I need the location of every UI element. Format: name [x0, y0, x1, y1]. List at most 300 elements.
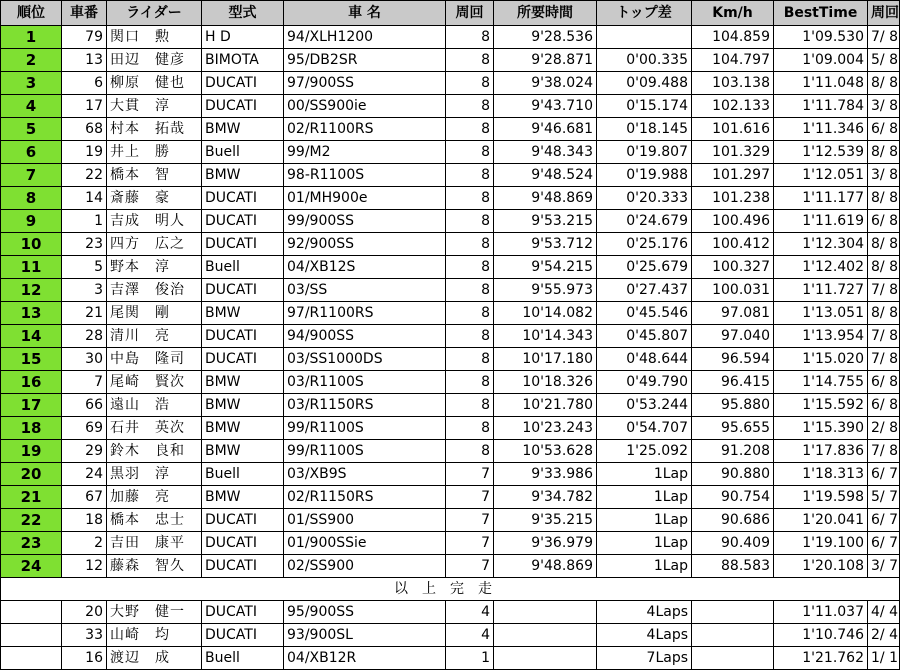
table-row: [1, 486, 900, 509]
rider-cell: 橋本 忠士: [107, 509, 202, 532]
position-cell: 2: [1, 49, 62, 72]
car-name-cell: 99/900SS: [284, 210, 446, 233]
laps-cell: 8: [446, 302, 494, 325]
number-cell: 5: [62, 256, 107, 279]
laps-cell: 8: [446, 279, 494, 302]
type-cell: DUCATI: [202, 95, 284, 118]
header-cell: 車番: [62, 1, 107, 26]
number-cell: 13: [62, 49, 107, 72]
car-name-cell: 93/900SL: [284, 624, 446, 647]
speed-cell: 100.327: [692, 256, 774, 279]
table-row: [1, 417, 900, 440]
laps-cell: 8: [446, 164, 494, 187]
time-cell: 9'33.986: [494, 463, 597, 486]
number-cell: 29: [62, 440, 107, 463]
number-cell: 23: [62, 233, 107, 256]
position-cell: 14: [1, 325, 62, 348]
gap-cell: 0'15.174: [597, 95, 692, 118]
header-cell: 周回: [446, 1, 494, 26]
number-cell: 6: [62, 72, 107, 95]
time-cell: 10'14.082: [494, 302, 597, 325]
type-cell: Buell: [202, 647, 284, 670]
number-cell: 7: [62, 371, 107, 394]
laps-cell: 8: [446, 325, 494, 348]
speed-cell: 90.686: [692, 509, 774, 532]
type-cell: BMW: [202, 118, 284, 141]
best-time-cell: 1'19.598: [774, 486, 868, 509]
finish-separator: 以上完走: [1, 578, 900, 601]
position-cell: 9: [1, 210, 62, 233]
best-lap-cell: 8/ 8: [868, 256, 900, 279]
best-lap-cell: 8/ 8: [868, 141, 900, 164]
car-name-cell: 97/R1100RS: [284, 302, 446, 325]
rider-cell: 吉成 明人: [107, 210, 202, 233]
type-cell: DUCATI: [202, 233, 284, 256]
table-row: [1, 164, 900, 187]
number-cell: 20: [62, 601, 107, 624]
laps-cell: 8: [446, 118, 494, 141]
type-cell: Buell: [202, 463, 284, 486]
car-name-cell: 03/XB9S: [284, 463, 446, 486]
table-row: [1, 463, 900, 486]
number-cell: 67: [62, 486, 107, 509]
speed-cell: 90.409: [692, 532, 774, 555]
position-cell: 13: [1, 302, 62, 325]
rider-cell: 大野 健一: [107, 601, 202, 624]
position-cell: 23: [1, 532, 62, 555]
gap-cell: 0'25.176: [597, 233, 692, 256]
position-cell: 12: [1, 279, 62, 302]
best-lap-cell: 7/ 8: [868, 26, 900, 49]
type-cell: H D: [202, 26, 284, 49]
speed-cell: 101.616: [692, 118, 774, 141]
car-name-cell: 99/M2: [284, 141, 446, 164]
best-time-cell: 1'11.784: [774, 95, 868, 118]
header-cell: ライダー: [107, 1, 202, 26]
car-name-cell: 94/900SS: [284, 325, 446, 348]
table-row: [1, 118, 900, 141]
time-cell: 9'34.782: [494, 486, 597, 509]
best-lap-cell: 7/ 8: [868, 348, 900, 371]
table-row: [1, 394, 900, 417]
best-lap-cell: 2/ 4: [868, 624, 900, 647]
best-time-cell: 1'09.530: [774, 26, 868, 49]
best-time-cell: 1'20.041: [774, 509, 868, 532]
laps-cell: 7: [446, 486, 494, 509]
number-cell: 2: [62, 532, 107, 555]
laps-cell: 8: [446, 187, 494, 210]
time-cell: 9'35.215: [494, 509, 597, 532]
rider-cell: 吉田 康平: [107, 532, 202, 555]
type-cell: DUCATI: [202, 532, 284, 555]
table-row: [1, 187, 900, 210]
best-lap-cell: 4/ 4: [868, 601, 900, 624]
speed-cell: 96.415: [692, 371, 774, 394]
laps-cell: 7: [446, 463, 494, 486]
speed-cell: 91.208: [692, 440, 774, 463]
table-row: [1, 532, 900, 555]
gap-cell: [597, 26, 692, 49]
best-lap-cell: 6/ 8: [868, 394, 900, 417]
time-cell: 9'48.524: [494, 164, 597, 187]
position-cell: 10: [1, 233, 62, 256]
rider-cell: 藤森 智久: [107, 555, 202, 578]
position-cell: 7: [1, 164, 62, 187]
number-cell: 19: [62, 141, 107, 164]
rider-cell: 遠山 浩: [107, 394, 202, 417]
time-cell: 9'43.710: [494, 95, 597, 118]
rider-cell: 黒羽 淳: [107, 463, 202, 486]
type-cell: DUCATI: [202, 279, 284, 302]
number-cell: 18: [62, 509, 107, 532]
car-name-cell: 02/R1100RS: [284, 118, 446, 141]
header-cell: トップ差: [597, 1, 692, 26]
number-cell: 28: [62, 325, 107, 348]
time-cell: 9'53.215: [494, 210, 597, 233]
rider-cell: 尾関 剛: [107, 302, 202, 325]
type-cell: BMW: [202, 417, 284, 440]
gap-cell: 0'24.679: [597, 210, 692, 233]
speed-cell: 100.412: [692, 233, 774, 256]
number-cell: 33: [62, 624, 107, 647]
best-lap-cell: 6/ 7: [868, 509, 900, 532]
separator-body: [1, 578, 900, 601]
table-row: [1, 348, 900, 371]
laps-cell: 7: [446, 532, 494, 555]
speed-cell: 103.138: [692, 72, 774, 95]
car-name-cell: 03/R1100S: [284, 371, 446, 394]
position-cell: 20: [1, 463, 62, 486]
gap-cell: 0'00.335: [597, 49, 692, 72]
laps-cell: 8: [446, 440, 494, 463]
table-row: [1, 49, 900, 72]
car-name-cell: 98-R1100S: [284, 164, 446, 187]
position-cell: 19: [1, 440, 62, 463]
speed-cell: 104.797: [692, 49, 774, 72]
speed-cell: 101.238: [692, 187, 774, 210]
car-name-cell: 03/R1150RS: [284, 394, 446, 417]
best-time-cell: 1'11.037: [774, 601, 868, 624]
best-lap-cell: 7/ 8: [868, 279, 900, 302]
best-time-cell: 1'15.390: [774, 417, 868, 440]
car-name-cell: 02/SS900: [284, 555, 446, 578]
best-time-cell: 1'12.539: [774, 141, 868, 164]
time-cell: 9'28.536: [494, 26, 597, 49]
best-lap-cell: 3/ 8: [868, 95, 900, 118]
rider-cell: 田辺 健彦: [107, 49, 202, 72]
laps-cell: 8: [446, 371, 494, 394]
gap-cell: 0'19.988: [597, 164, 692, 187]
time-cell: 9'54.215: [494, 256, 597, 279]
best-time-cell: 1'13.051: [774, 302, 868, 325]
rider-cell: 関口 勲: [107, 26, 202, 49]
gap-cell: 1Lap: [597, 532, 692, 555]
type-cell: Buell: [202, 141, 284, 164]
number-cell: 17: [62, 95, 107, 118]
rider-cell: 斎藤 豪: [107, 187, 202, 210]
rider-cell: 橋本 智: [107, 164, 202, 187]
best-lap-cell: 5/ 8: [868, 49, 900, 72]
best-lap-cell: 7/ 8: [868, 325, 900, 348]
type-cell: BMW: [202, 302, 284, 325]
number-cell: 66: [62, 394, 107, 417]
best-lap-cell: 6/ 8: [868, 210, 900, 233]
rider-cell: 石井 英次: [107, 417, 202, 440]
speed-cell: 97.040: [692, 325, 774, 348]
rider-cell: 村本 拓哉: [107, 118, 202, 141]
best-lap-cell: 3/ 7: [868, 555, 900, 578]
car-name-cell: 03/SS: [284, 279, 446, 302]
time-cell: 10'14.343: [494, 325, 597, 348]
car-name-cell: 95/900SS: [284, 601, 446, 624]
time-cell: 9'36.979: [494, 532, 597, 555]
table-row: [1, 141, 900, 164]
gap-cell: 0'45.546: [597, 302, 692, 325]
gap-cell: 0'49.790: [597, 371, 692, 394]
laps-cell: 8: [446, 394, 494, 417]
best-lap-cell: 2/ 8: [868, 417, 900, 440]
gap-cell: 1Lap: [597, 555, 692, 578]
gap-cell: 1Lap: [597, 463, 692, 486]
best-lap-cell: 6/ 7: [868, 532, 900, 555]
type-cell: DUCATI: [202, 325, 284, 348]
speed-cell: 100.496: [692, 210, 774, 233]
gap-cell: 0'09.488: [597, 72, 692, 95]
separator-row: [1, 578, 900, 601]
time-cell: [494, 647, 597, 670]
gap-cell: 1Lap: [597, 509, 692, 532]
gap-cell: 1Lap: [597, 486, 692, 509]
time-cell: [494, 624, 597, 647]
rider-cell: 鈴木 良和: [107, 440, 202, 463]
time-cell: 9'28.871: [494, 49, 597, 72]
type-cell: BMW: [202, 164, 284, 187]
speed-cell: 90.880: [692, 463, 774, 486]
type-cell: DUCATI: [202, 509, 284, 532]
speed-cell: 100.031: [692, 279, 774, 302]
car-name-cell: 01/900SSie: [284, 532, 446, 555]
best-lap-cell: 6/ 7: [868, 463, 900, 486]
best-time-cell: 1'11.727: [774, 279, 868, 302]
rider-cell: 井上 勝: [107, 141, 202, 164]
best-lap-cell: 3/ 8: [868, 164, 900, 187]
position-cell: 8: [1, 187, 62, 210]
type-cell: BMW: [202, 371, 284, 394]
header-cell: 車 名: [284, 1, 446, 26]
car-name-cell: 94/XLH1200: [284, 26, 446, 49]
time-cell: 9'55.973: [494, 279, 597, 302]
header-cell: 周回: [868, 1, 900, 26]
position-cell: 22: [1, 509, 62, 532]
laps-cell: 8: [446, 417, 494, 440]
header-cell: 型式: [202, 1, 284, 26]
gap-cell: 4Laps: [597, 601, 692, 624]
best-lap-cell: 8/ 8: [868, 233, 900, 256]
laps-cell: 8: [446, 95, 494, 118]
rider-cell: 山崎 均: [107, 624, 202, 647]
number-cell: 24: [62, 463, 107, 486]
laps-cell: 7: [446, 509, 494, 532]
laps-cell: 4: [446, 601, 494, 624]
best-lap-cell: 5/ 7: [868, 486, 900, 509]
position-cell: 18: [1, 417, 62, 440]
best-time-cell: 1'14.755: [774, 371, 868, 394]
gap-cell: 0'48.644: [597, 348, 692, 371]
position-cell: 16: [1, 371, 62, 394]
gap-cell: 0'20.333: [597, 187, 692, 210]
best-time-cell: 1'15.020: [774, 348, 868, 371]
time-cell: 10'53.628: [494, 440, 597, 463]
best-lap-cell: 8/ 8: [868, 72, 900, 95]
rider-cell: 大貫 淳: [107, 95, 202, 118]
number-cell: 69: [62, 417, 107, 440]
laps-cell: 8: [446, 141, 494, 164]
time-cell: 9'48.343: [494, 141, 597, 164]
table-row: [1, 371, 900, 394]
table-row: [1, 624, 900, 647]
number-cell: 16: [62, 647, 107, 670]
time-cell: 10'21.780: [494, 394, 597, 417]
best-time-cell: 1'19.100: [774, 532, 868, 555]
laps-cell: 8: [446, 49, 494, 72]
number-cell: 79: [62, 26, 107, 49]
best-time-cell: 1'11.619: [774, 210, 868, 233]
laps-cell: 8: [446, 256, 494, 279]
car-name-cell: 95/DB2SR: [284, 49, 446, 72]
table-row: [1, 509, 900, 532]
best-time-cell: 1'11.177: [774, 187, 868, 210]
best-time-cell: 1'12.051: [774, 164, 868, 187]
time-cell: 10'17.180: [494, 348, 597, 371]
type-cell: DUCATI: [202, 187, 284, 210]
speed-cell: 96.594: [692, 348, 774, 371]
laps-cell: 8: [446, 233, 494, 256]
speed-cell: 90.754: [692, 486, 774, 509]
position-cell: 1: [1, 26, 62, 49]
table-row: [1, 210, 900, 233]
speed-cell: [692, 647, 774, 670]
laps-cell: 1: [446, 647, 494, 670]
position-cell: 6: [1, 141, 62, 164]
table-row: [1, 601, 900, 624]
position-cell: 3: [1, 72, 62, 95]
best-time-cell: 1'12.304: [774, 233, 868, 256]
car-name-cell: 00/SS900ie: [284, 95, 446, 118]
position-cell: 5: [1, 118, 62, 141]
best-lap-cell: 6/ 8: [868, 118, 900, 141]
type-cell: DUCATI: [202, 601, 284, 624]
rider-cell: 清川 亮: [107, 325, 202, 348]
time-cell: 9'46.681: [494, 118, 597, 141]
best-time-cell: 1'17.836: [774, 440, 868, 463]
speed-cell: 97.081: [692, 302, 774, 325]
gap-cell: 0'25.679: [597, 256, 692, 279]
car-name-cell: 04/XB12S: [284, 256, 446, 279]
speed-cell: 102.133: [692, 95, 774, 118]
position-cell: 21: [1, 486, 62, 509]
time-cell: 9'48.869: [494, 555, 597, 578]
header-cell: BestTime: [774, 1, 868, 26]
rider-cell: 尾崎 賢次: [107, 371, 202, 394]
speed-cell: [692, 601, 774, 624]
best-lap-cell: 8/ 8: [868, 302, 900, 325]
type-cell: DUCATI: [202, 72, 284, 95]
time-cell: [494, 601, 597, 624]
position-cell: 11: [1, 256, 62, 279]
best-lap-cell: 1/ 1: [868, 647, 900, 670]
rider-cell: 加藤 亮: [107, 486, 202, 509]
best-time-cell: 1'18.313: [774, 463, 868, 486]
table-row: [1, 279, 900, 302]
table-row: [1, 95, 900, 118]
gap-cell: 0'19.807: [597, 141, 692, 164]
laps-cell: 4: [446, 624, 494, 647]
position-cell: [1, 647, 62, 670]
header-cell: 所要時間: [494, 1, 597, 26]
gap-cell: 0'54.707: [597, 417, 692, 440]
speed-cell: [692, 624, 774, 647]
number-cell: 12: [62, 555, 107, 578]
gap-cell: 1'25.092: [597, 440, 692, 463]
table-row: [1, 72, 900, 95]
type-cell: BMW: [202, 486, 284, 509]
speed-cell: 88.583: [692, 555, 774, 578]
car-name-cell: 01/SS900: [284, 509, 446, 532]
number-cell: 30: [62, 348, 107, 371]
gap-cell: 4Laps: [597, 624, 692, 647]
rider-cell: 柳原 健也: [107, 72, 202, 95]
table-row: [1, 440, 900, 463]
speed-cell: 101.329: [692, 141, 774, 164]
gap-cell: 0'53.244: [597, 394, 692, 417]
rider-cell: 渡辺 成: [107, 647, 202, 670]
table-row: [1, 647, 900, 670]
time-cell: 9'38.024: [494, 72, 597, 95]
header-cell: 順位: [1, 1, 62, 26]
number-cell: 68: [62, 118, 107, 141]
position-cell: [1, 601, 62, 624]
best-time-cell: 1'20.108: [774, 555, 868, 578]
number-cell: 22: [62, 164, 107, 187]
position-cell: 4: [1, 95, 62, 118]
best-time-cell: 1'15.592: [774, 394, 868, 417]
time-cell: 10'18.326: [494, 371, 597, 394]
car-name-cell: 99/R1100S: [284, 417, 446, 440]
laps-cell: 7: [446, 555, 494, 578]
type-cell: BMW: [202, 440, 284, 463]
best-lap-cell: 7/ 8: [868, 440, 900, 463]
table-row: [1, 256, 900, 279]
car-name-cell: 01/MH900e: [284, 187, 446, 210]
number-cell: 21: [62, 302, 107, 325]
gap-cell: 0'18.145: [597, 118, 692, 141]
number-cell: 3: [62, 279, 107, 302]
gap-cell: 7Laps: [597, 647, 692, 670]
car-name-cell: 04/XB12R: [284, 647, 446, 670]
best-time-cell: 1'12.402: [774, 256, 868, 279]
best-time-cell: 1'10.746: [774, 624, 868, 647]
position-cell: 24: [1, 555, 62, 578]
speed-cell: 95.655: [692, 417, 774, 440]
time-cell: 10'23.243: [494, 417, 597, 440]
table-row: [1, 233, 900, 256]
number-cell: 14: [62, 187, 107, 210]
table-row: [1, 555, 900, 578]
type-cell: Buell: [202, 256, 284, 279]
type-cell: DUCATI: [202, 210, 284, 233]
type-cell: DUCATI: [202, 348, 284, 371]
best-time-cell: 1'09.004: [774, 49, 868, 72]
